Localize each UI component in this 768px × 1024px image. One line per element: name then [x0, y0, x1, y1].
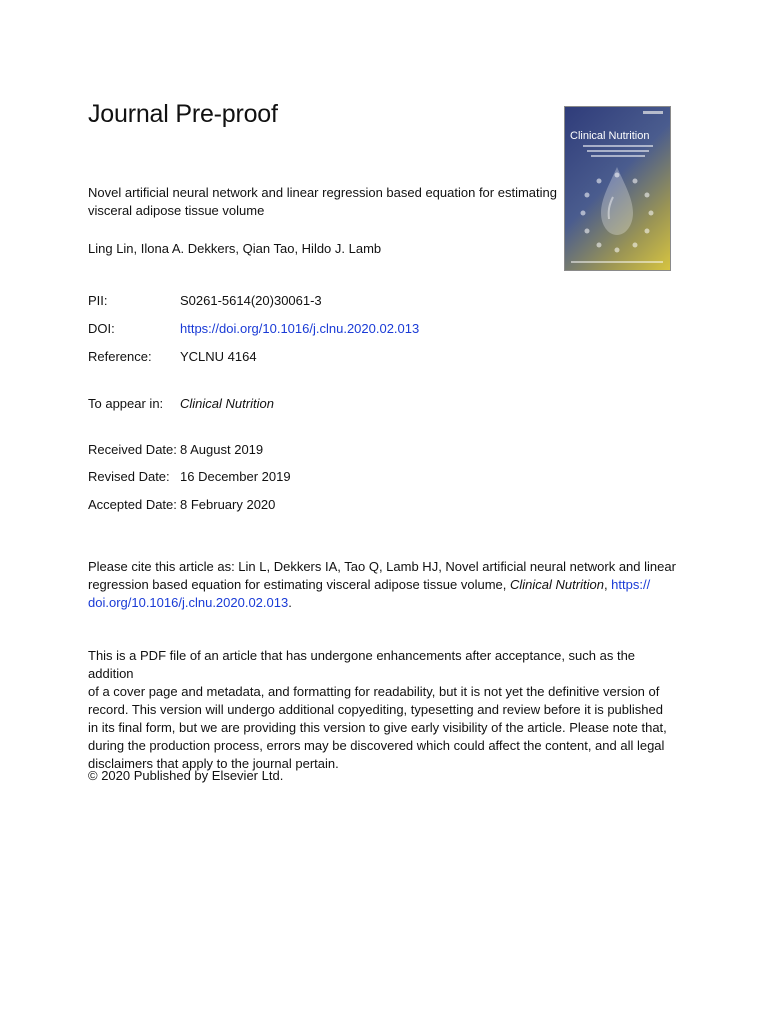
- doi-label: DOI:: [88, 321, 115, 336]
- copyright-notice: © 2020 Published by Elsevier Ltd.: [88, 768, 284, 783]
- notice-line: record. This version will undergo additional copyediting, typesetting and review before it is published: [88, 702, 663, 717]
- received-date-value: 8 August 2019: [180, 442, 264, 457]
- revised-date-value: 16 December 2019: [180, 469, 291, 484]
- citation-paragraph: [88, 558, 678, 612]
- reference-label: Reference:: [88, 349, 152, 364]
- cover-title: Clinical Nutrition: [570, 130, 650, 142]
- notice-line: during the production process, errors may be discovered which could affect the content, and all legal: [88, 738, 665, 753]
- cover-illustration: [565, 107, 670, 270]
- pii-value: S0261-5614(20)30061-3: [180, 293, 322, 308]
- cover-footer-mark: [571, 261, 663, 263]
- citation-doi-link[interactable]: https://: [611, 577, 651, 592]
- journal-cover-image: [564, 106, 671, 271]
- revised-date-label: Revised Date:: [88, 469, 170, 484]
- accepted-date-label: Accepted Date:: [88, 497, 177, 512]
- doi-link[interactable]: https://doi.org/10.1016/j.clnu.2020.02.013: [180, 321, 420, 336]
- notice-line: in its final form, but we are providing this version to give early visibility of the article. Please note that,: [88, 720, 667, 735]
- pii-label: PII:: [88, 293, 108, 308]
- citation-line: Please cite this article as: Lin L, Dekkers IA, Tao Q, Lamb HJ, Novel artificial neural network and linear: [88, 559, 676, 574]
- to-appear-in-value: Clinical Nutrition: [180, 396, 274, 411]
- cover-issn-mark: [643, 111, 663, 114]
- citation-journal: Clinical Nutrition: [510, 577, 604, 592]
- citation-separator: ,: [603, 577, 612, 592]
- journal-pre-proof-title: Journal Pre-proof: [88, 100, 278, 128]
- article-title-line: visceral adipose tissue volume: [88, 203, 265, 218]
- notice-line: disclaimers that apply to the journal pertain.: [88, 756, 339, 771]
- notice-line: This is a PDF file of an article that has undergone enhancements after acceptance, such as the addition: [88, 648, 636, 681]
- citation-line: [88, 576, 678, 594]
- citation-doi-link-continued[interactable]: doi.org/10.1016/j.clnu.2020.02.013: [88, 595, 289, 610]
- citation-text: regression based equation for estimating visceral adipose tissue volume,: [88, 577, 511, 592]
- article-authors: Ling Lin, Ilona A. Dekkers, Qian Tao, Hildo J. Lamb: [88, 241, 382, 256]
- article-title: [88, 184, 558, 220]
- notice-line: of a cover page and metadata, and formatting for readability, but it is not yet the definitive version of: [88, 684, 660, 699]
- reference-value: YCLNU 4164: [180, 349, 257, 364]
- pre-proof-notice: [88, 647, 678, 773]
- received-date-label: Received Date:: [88, 442, 177, 457]
- citation-end: .: [288, 595, 292, 610]
- to-appear-in-label: To appear in:: [88, 396, 164, 411]
- accepted-date-value: 8 February 2020: [180, 497, 276, 512]
- citation-line: [88, 594, 678, 612]
- article-title-line: Novel artificial neural network and linear regression based equation for estimating: [88, 185, 557, 200]
